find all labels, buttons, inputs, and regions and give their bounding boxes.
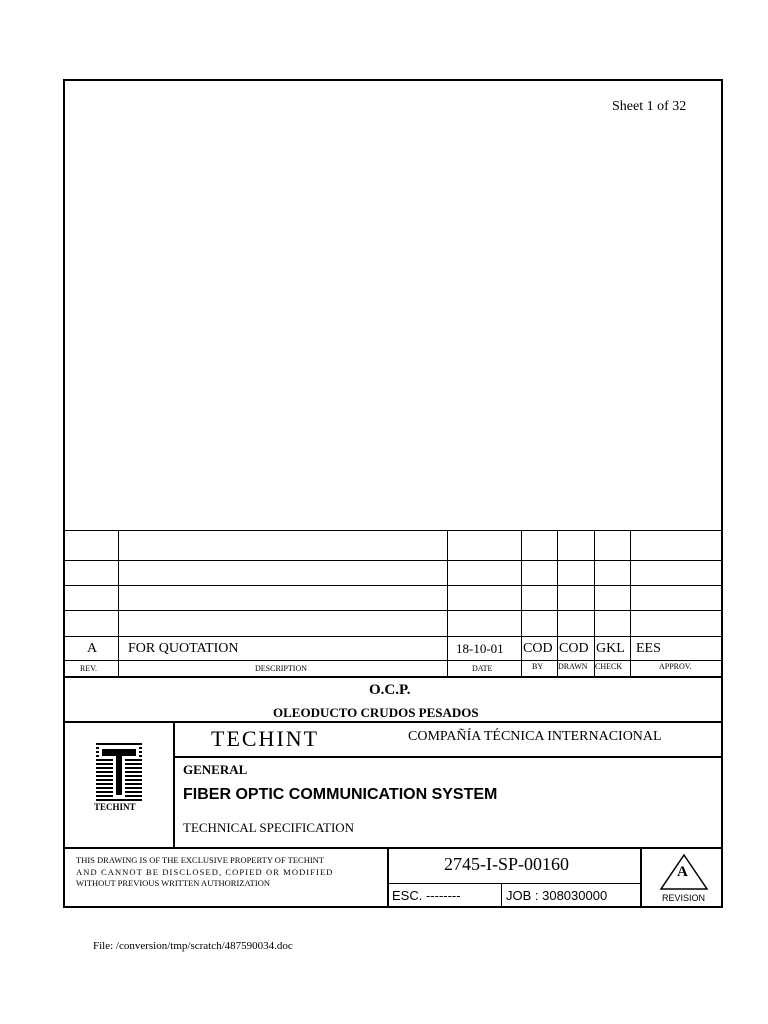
notice-line-1: THIS DRAWING IS OF THE EXCLUSIVE PROPERTY OF TECHINT [76,855,324,865]
description-header: DESCRIPTION [255,664,308,673]
notice-line-3: WITHOUT PREVIOUS WRITTEN AUTHORIZATION [76,878,270,888]
revision-letter: A [677,864,688,880]
file-path: File: /conversion/tmp/scratch/487590034.doc [93,940,293,952]
sheet-number: Sheet 1 of 32 [612,99,687,114]
date-cell: 18-10-01 [456,641,504,656]
company-wordmark: TECHINT [211,726,320,751]
notice-line-2: AND CANNOT BE DISCLOSED, COPIED OR MODIFIED [76,867,334,877]
company-tagline: COMPAÑÍA TÉCNICA INTERNACIONAL [408,729,662,744]
project-name: OLEODUCTO CRUDOS PESADOS [273,705,479,720]
check-cell: GKL [596,641,625,656]
description-cell: FOR QUOTATION [128,641,239,656]
drawn-header: DRAWN [558,662,588,671]
check-header: CHECK [595,662,623,671]
revision-label: REVISION [662,893,706,903]
document-type: TECHNICAL SPECIFICATION [183,820,355,835]
logo-caption: TECHINT [94,802,136,812]
techint-logo-icon [96,743,142,801]
scale-field: ESC. -------- [392,888,461,903]
date-header: DATE [472,664,493,673]
by-cell: COD [523,641,553,656]
job-number: JOB : 308030000 [506,888,608,903]
document-title: FIBER OPTIC COMMUNICATION SYSTEM [183,786,498,803]
project-code: O.C.P. [369,682,411,698]
by-header: BY [532,662,544,671]
approv-cell: EES [636,641,661,656]
drawn-cell: COD [559,641,589,656]
rev-header: REV. [80,664,97,673]
approv-header: APPROV. [659,662,692,671]
document-category: GENERAL [183,762,248,777]
document-frame [63,79,723,908]
document-number: 2745-I-SP-00160 [444,854,569,874]
rev-cell: A [87,641,98,656]
